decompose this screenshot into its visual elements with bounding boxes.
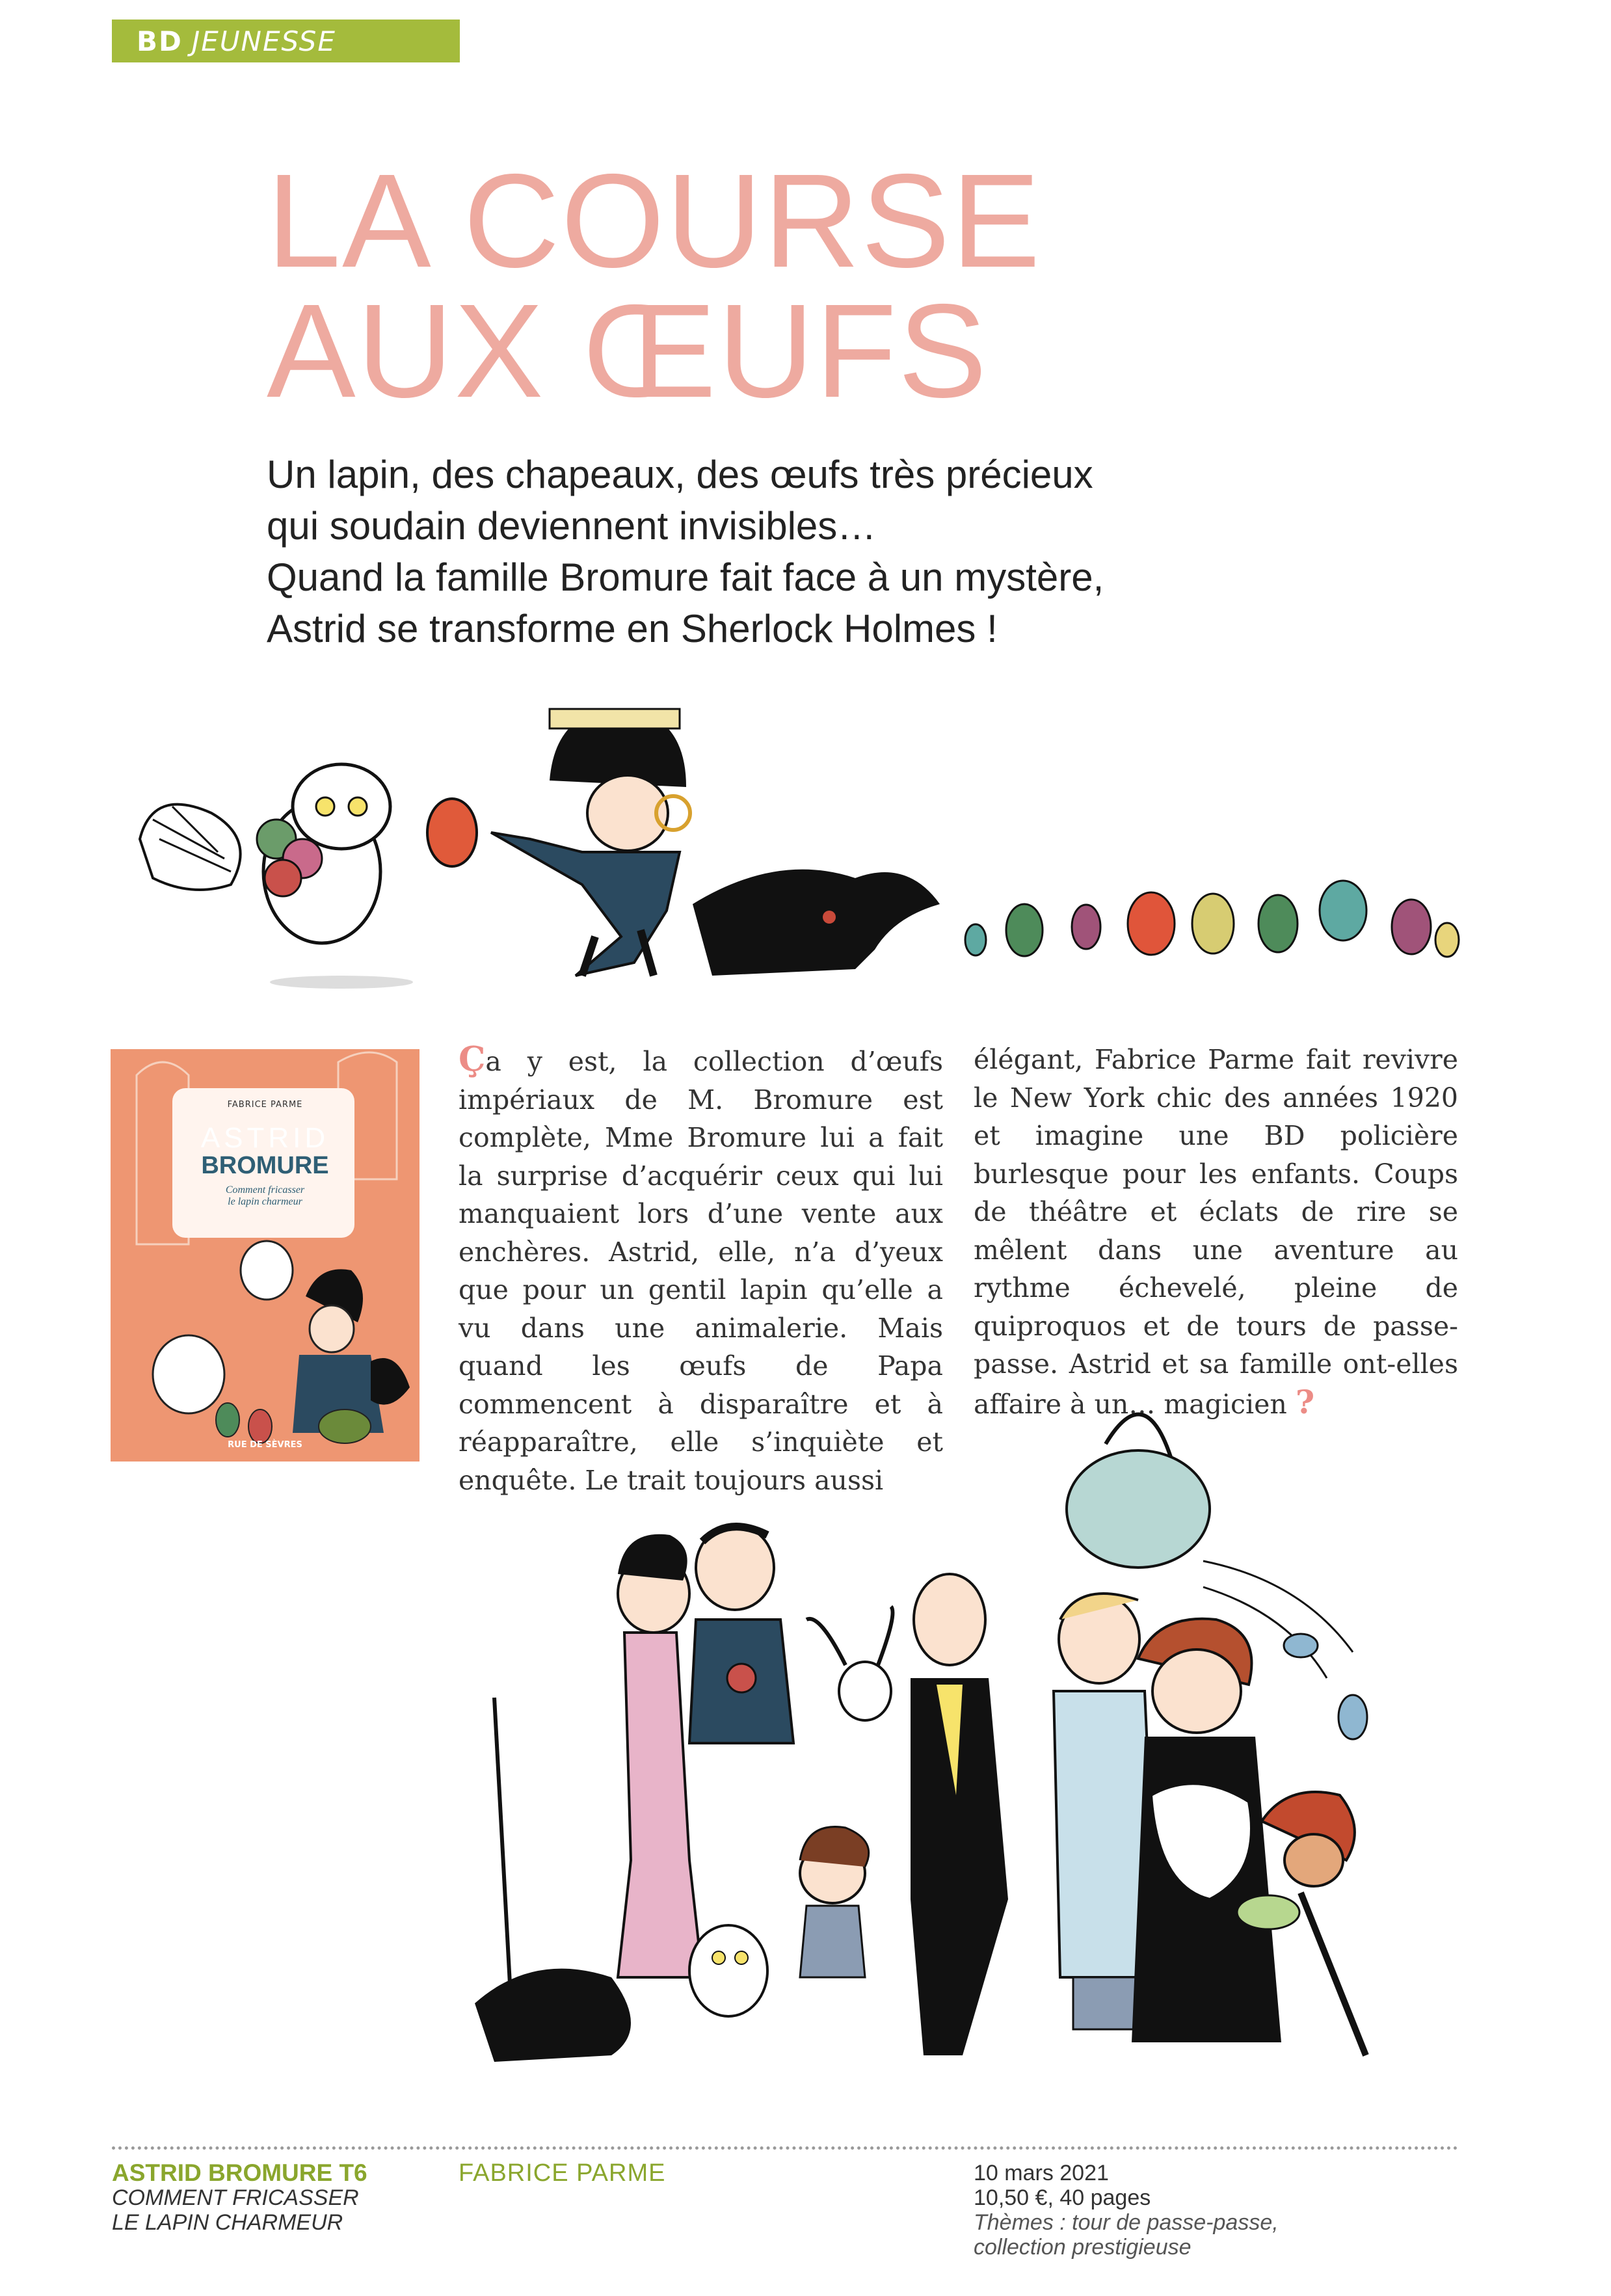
intro-line-1: Un lapin, des chapeaux, des œufs très précieux xyxy=(267,453,1093,496)
black-dog-small-illustration xyxy=(475,1969,631,2062)
intro-line-2: qui soudain deviennent invisibles… xyxy=(267,504,877,548)
intro-text xyxy=(267,449,1242,654)
astrid-small-illustration xyxy=(800,1827,869,1977)
section-tag xyxy=(112,20,460,62)
footer-series xyxy=(112,2161,367,2235)
white-cat-small-illustration xyxy=(689,1925,767,2016)
book-cover xyxy=(111,1049,419,1462)
illustration-strip xyxy=(127,689,1460,1008)
section-tag-bold: BD xyxy=(137,25,183,57)
cover-publisher: RUE DE SÈVRES xyxy=(228,1440,302,1450)
maid-illustration xyxy=(1132,1619,1281,2042)
cover-subtitle-2: le lapin charmeur xyxy=(228,1196,302,1207)
intro-line-4: Astrid se transforme en Sherlock Holmes ! xyxy=(267,607,998,650)
footer-date: 10 mars 2021 xyxy=(974,2161,1109,2185)
drop-cap: Ç xyxy=(459,1039,486,1079)
footer-series-title: ASTRID BROMURE T6 xyxy=(112,2159,367,2186)
bird-illustration xyxy=(1284,1634,1367,1739)
cover-title-1: ASTRID xyxy=(200,1122,330,1154)
cover-author: FABRICE PARME xyxy=(227,1100,303,1110)
cover-title-2: BROMURE xyxy=(201,1152,329,1179)
end-mark: ? xyxy=(1295,1382,1315,1421)
cover-subtitle xyxy=(111,1184,419,1208)
footer-details xyxy=(974,2161,1279,2260)
page-title xyxy=(267,146,1042,425)
butler-illustration xyxy=(911,1574,1008,2055)
body-text-1: a y est, la collection d’œufs impériaux de M. Bromure est complète, Mme Bromure lui a fait la surprise d’acquérir ceux qui lui manquaient lors d’une vente aux enchères. Astrid, elle, n’a d’yeux que pour un gentil lapin qu’elle a vu dans une animalerie. Mais quand les œufs de Papa commencent à disparaître et à réapparaître, elle s’inquiète et enquête. Le trait toujours aussi xyxy=(459,1046,943,1496)
footer-author: FABRICE PARME xyxy=(459,2159,666,2187)
footer-themes-2: collection prestigieuse xyxy=(974,2235,1192,2260)
eggs-row-illustration xyxy=(965,881,1459,957)
cover-subtitle-1: Comment fricasser xyxy=(225,1184,305,1195)
orange-egg-illustration xyxy=(427,799,477,866)
footer-subtitle-2: LE LAPIN CHARMEUR xyxy=(112,2210,343,2235)
body-column-2 xyxy=(974,1041,1458,1423)
detective-girl-illustration xyxy=(491,708,690,976)
cover-illustration xyxy=(111,1049,419,1462)
footer-divider xyxy=(112,2146,1458,2150)
intro-line-3: Quand la famille Bromure fait face à un mystère, xyxy=(267,555,1104,599)
footer-subtitle-1: COMMENT FRICASSER xyxy=(112,2185,359,2210)
rabbit-illustration xyxy=(806,1607,893,1720)
section-tag-label: JEUNESSE xyxy=(191,25,336,57)
title-line-2: AUX ŒUFS xyxy=(267,276,989,425)
footer-price: 10,50 €, 40 pages xyxy=(974,2185,1151,2210)
characters-illustration xyxy=(455,1405,1483,2107)
cat-illustration xyxy=(140,764,413,989)
footer-themes-1: Thèmes : tour de passe-passe, xyxy=(974,2210,1279,2235)
body-text-2: élégant, Fabrice Parme fait revivre le New York chic des années 1920 et imagine une BD policière burlesque pour les enfants. Coups de théâtre et éclats de rire se mêlent dans une aventure au rythme échevelé, pleine de quiproquos et de tours de passe-passe. Astrid et sa famille ont-elles affaire à un… magicien xyxy=(974,1044,1458,1420)
title-line-1: LA COURSE xyxy=(267,146,1042,295)
black-dog-illustration xyxy=(693,870,940,976)
gentleman-illustration xyxy=(689,1525,793,1743)
